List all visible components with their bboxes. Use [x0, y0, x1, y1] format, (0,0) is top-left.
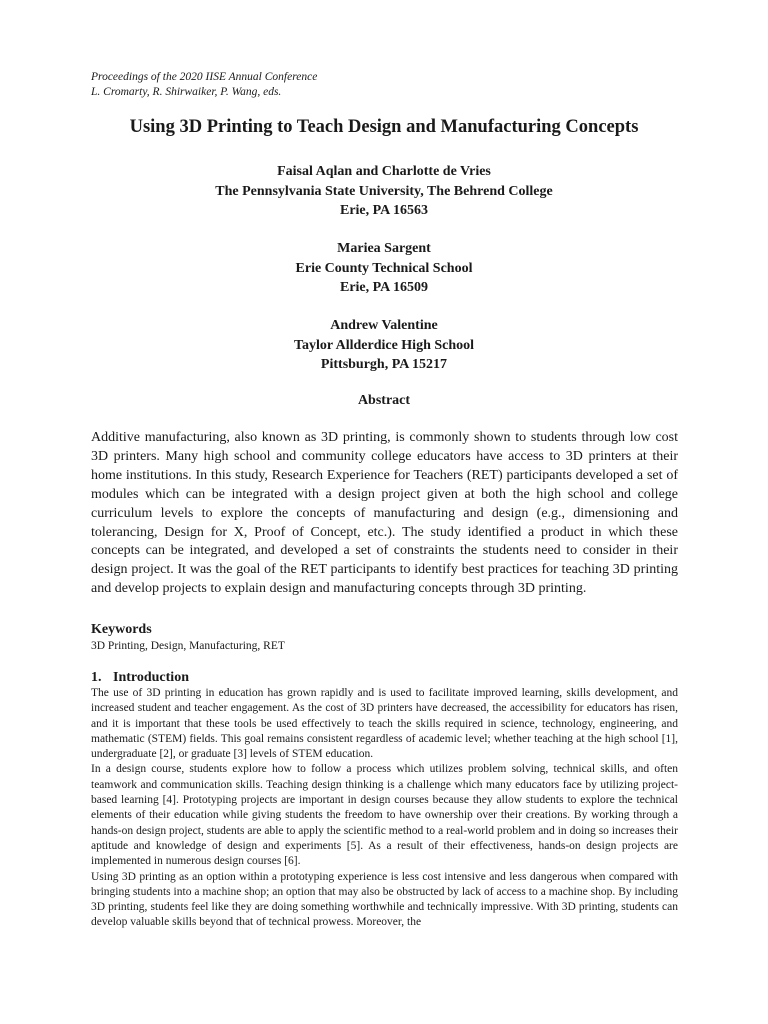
proceedings-editors: L. Cromarty, R. Shirwaiker, P. Wang, eds. [91, 85, 282, 98]
keywords-heading: Keywords [91, 622, 152, 637]
body-paragraph: The use of 3D printing in education has grown rapidly and is used to facilitate improved learning, skills development, and increased student and teacher engagement. As the cost of 3D printers have decreased, the accessibility for educators has risen, and it is important that these tools be used effectively to teach the skills required in science, technology, engineering, and mathematic (STEM) fields. This goal remains consistent regardless of academic level; whether teaching at the high school [1], undergraduate [2], or graduate [3] levels of STEM education. [91, 687, 678, 761]
author-names: Mariea Sargent [337, 241, 431, 256]
section-title: Introduction [113, 670, 189, 685]
section-heading-introduction [91, 670, 189, 686]
author-block-2 [0, 239, 768, 298]
author-institution: The Pennsylvania State University, The Behrend College [215, 183, 553, 199]
section-number: 1. [91, 670, 102, 685]
author-institution: Erie County Technical School [295, 260, 473, 276]
proceedings-header [91, 70, 317, 99]
author-location: Erie, PA 16509 [339, 280, 428, 295]
author-block-1 [0, 162, 768, 221]
author-location: Erie, PA 16563 [339, 203, 428, 218]
body-paragraph: In a design course, students explore how to follow a process which utilizes problem solving, technical skills, and often teamwork and communication skills. Teaching design thinking is a challenge which many educators face by utilizing project-based learning [4]. Prototyping projects are important in design courses because they allow students to explore the technical elements of their education while giving students the freedom to have ownership over their creations. By working through a hands-on design project, students are able to apply the scientific method to a real-world problem and in doing so increases their aptitude and knowledge of design and experiments [5]. As a result of their effectiveness, hands-on design projects are implemented in numerous design courses [6]. [91, 763, 678, 868]
abstract-text: Additive manufacturing, also known as 3D printing, is commonly shown to students through low cost 3D printers. Many high school and community college educators have access to 3D printers at their home institutions. In this study, Research Experience for Teachers (RET) participants developed a set of modules which can be integrated with a design project given at both the high school and college curriculum levels to explore the concepts of manufacturing and design (e.g., dimensioning and tolerancing, Design for X, Proof of Concept, etc.). The study identified a product in which these concepts can be integrated, and developed a set of constraints the students need to consider in their design project. It was the goal of the RET participants to identify best practices for teaching 3D printing and develop projects to explain design and manufacturing concepts through 3D printing. [91, 430, 678, 597]
proceedings-title: Proceedings of the 2020 IISE Annual Conference [91, 71, 318, 83]
introduction-body [91, 686, 678, 931]
author-names: Faisal Aqlan and Charlotte de Vries [277, 164, 491, 179]
author-location: Pittsburgh, PA 15217 [320, 357, 448, 372]
author-institution: Taylor Allderdice High School [293, 337, 475, 353]
author-names: Andrew Valentine [330, 318, 438, 333]
body-paragraph: Using 3D printing as an option within a prototyping experience is less cost intensive and less dangerous when compared with bringing students into a machine shop; an option that may also be obstructed by lack of access to a machine shop. By including 3D printing, students feel like they are doing something worthwhile and technically impressive. With 3D printing, students can develop valuable skills beyond that of technical prowess. Moreover, the [91, 870, 678, 929]
keywords-text: 3D Printing, Design, Manufacturing, RET [91, 640, 285, 652]
abstract-heading: Abstract [357, 393, 411, 408]
paper-title: Using 3D Printing to Teach Design and Manufacturing Concepts [129, 117, 639, 137]
author-block-3 [0, 316, 768, 375]
